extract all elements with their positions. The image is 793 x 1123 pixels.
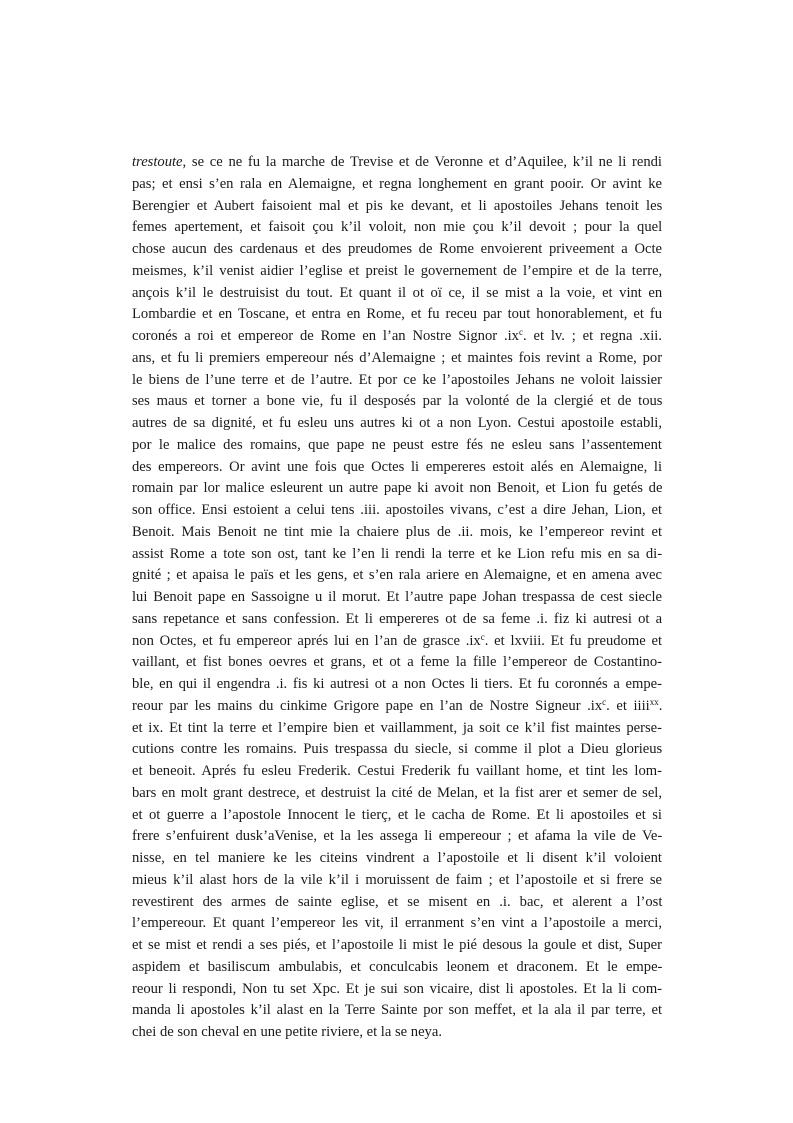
text-line: autres de sa dignité, et fu esleu uns autres ki ot a non Lyon. Cestui apostoile establi, xyxy=(132,415,662,431)
text-line: ans, et fu li premiers empereour nés d’Alemaigne ; et maintes fois revint a Rome, por xyxy=(132,349,663,366)
text-line: lui Benoit pape en Sassoigne u il morut. Et l’autre pape Johan trespassa de cest siecle xyxy=(132,589,662,605)
text-line: por le malice des romains, que pape ne peust estre fés ne esleu sans l’assentement xyxy=(132,436,662,453)
text-line: ançois k’il le destruisist du tout. Et quant il ot oï ce, il se mist a la voie, et vint en xyxy=(132,284,663,301)
text-line: trestoute, se ce ne fu la marche de Trevise et de Veronne et d’Aquilee, k’il ne li rendi xyxy=(132,154,662,170)
text-line: mieus k’il alast hors de la vile k’il i moruissent de faim ; et l’apostoile et si frere se xyxy=(132,871,662,888)
text-line: frere s’enfuirent dusk’aVenise, et la les assega li empereour ; et afama la vile de Ve- xyxy=(132,828,663,845)
text-line: des empereors. Or avint une fois que Octes li empereres estoit alés en Alemaigne, li xyxy=(132,458,662,475)
text-line: sans repetance et sans confession. Et li empereres ot de sa feme .i. fiz ki autresi ot a xyxy=(132,610,663,627)
text-line: chei de son cheval en une petite riviere, et la se neya. xyxy=(132,1024,442,1040)
text-line: son office. Ensi estoient a celui tens .iii. apostoiles vivans, c’est a dire Jehan, Lion, et xyxy=(132,502,663,518)
superscript: c xyxy=(518,327,523,337)
text-line: Berengier et Aubert faisoient mal et pis ke devant, et li apostoiles Jehans tenoit les xyxy=(132,197,663,214)
text-line: Lombardie et en Toscane, et entra en Rome, et fu receu par tout honorablement, et fu xyxy=(132,306,662,323)
text-line: femes apertement, et faisoit çou k’il voloit, non mie çou k’il devoit ; pour la quel xyxy=(132,219,663,236)
text-line: revestirent des armes de sainte eglise, et se misent en .i. bac, et alerent a l’ost xyxy=(132,893,663,910)
superscript: xx xyxy=(649,696,659,707)
text-line: et ix. Et tint la terre et l’empire bien et vaillamment, ja soit ce k’il fist maintes perse- xyxy=(132,719,662,736)
text-line: non Octes, et fu empereor aprés lui en l’an de grasce $.ix^c$. et lxviii. Et fu preudome et xyxy=(132,631,663,649)
text-line: assist Rome a tote son ost, tant ke l’en li rendi la terre et ke Lion refu mis en sa di- xyxy=(132,545,663,562)
text-line: coronés a roi et empereor de Rome en l’an Nostre Signor $.ix^c$. et lv. ; et regna .xii. xyxy=(132,327,662,344)
superscript: c xyxy=(602,696,607,707)
text-line: pas; et ensi s’en rala en Alemaigne, et regna longhement en grant pooir. Or avint ke xyxy=(132,175,662,192)
text-line: Benoit. Mais Benoit ne tint mie la chaiere plus de .ii. mois, ke l’empereor revint et xyxy=(132,523,663,540)
text-line: romain par lor malice esleurent un autre pape ki avoit non Benoit, et Lion fu getés de xyxy=(132,480,663,497)
text-line: gnité ; et apaisa le païs et les gens, et s’en rala ariere en Alemaigne, et en amena avec xyxy=(132,567,662,584)
text-line: le biens de l’une terre et de l’autre. Et por ce ke l’apostoiles Jehans ne voloit laissier xyxy=(132,371,662,388)
text-line: et beneoit. Aprés fu esleu Frederik. Cestui Frederik fu vaillant home, et tint les lom- xyxy=(132,763,662,779)
text-line: vaillant, et fist bones oevres et grans, et ot a feme la fille l’empereor de Costantino- xyxy=(132,654,662,671)
italic-word: trestoute xyxy=(132,154,183,170)
text-line: et ot guerre a l’apostole Innocent le tierç, et le cacha de Rome. Et li apostoiles et si xyxy=(132,806,662,823)
text-line: reour li respondi, Non tu set Xpc. Et je sui son vicaire, dist li apostoles. Et la li com- xyxy=(132,980,663,997)
text-line: l’empereour. Et quant l’empereor les vit, il erranment s’en vint a l’apostoile a merci, xyxy=(132,915,662,932)
text-line: manda li apostoles k’il alast en la Terre Sainte por son meffet, et la ala il par terre, et xyxy=(132,1002,663,1019)
text-line: ses maus et torner a bone vie, fu il desposés par la volonté de la clergié et de tous xyxy=(132,393,663,410)
text-line: nisse, en tel maniere ke les citeins vindrent a l’apostoile et li disent k’il voloient xyxy=(132,850,662,866)
superscript: c xyxy=(480,631,485,642)
text-line: cutions contre les romains. Puis trespassa du siecle, si comme il plot a Dieu glorieus xyxy=(132,741,663,758)
text-line: meismes, k’il venist aidier l’eglise et preist le governement de l’empire et de la terre, xyxy=(132,262,663,279)
text-line: et se mist et rendi a ses piés, et l’apostoile li mist le pié desous la goule et dist, Super xyxy=(132,937,662,953)
text-line: reour par les mains du cinkime Grigore pape en l’an de Nostre Signeur $.ix^c$. et iiii$^{xx}$. xyxy=(132,696,663,714)
text-line: ble, en qui il engendra .i. fis ki autresi ot a non Octes li tiers. Et fu coronnés a empe- xyxy=(132,676,662,692)
body-text xyxy=(132,152,662,1044)
text-line: aspidem et basiliscum ambulabis, et conculcabis leonem et draconem. Et le empe- xyxy=(132,958,663,975)
text-line: bars en molt grant destrece, et destruist la cité de Melan, et la fist arer et semer de sel, xyxy=(132,784,662,801)
text-line: chose aucun des cardenaus et des preudomes de Rome envoierent priveement a Octe xyxy=(132,241,662,257)
